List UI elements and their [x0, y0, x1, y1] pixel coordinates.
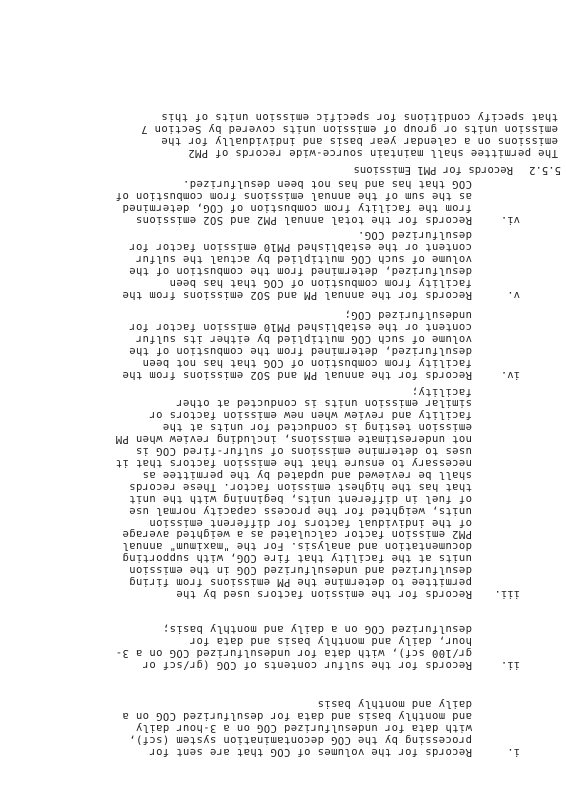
item-line: Records for the volumes of COG that are sent for [149, 746, 472, 758]
item-line: Records for the annual PM and SO2 emissions from the [122, 289, 472, 301]
paragraph-line: emission units or group of emission units covered by Section 7 [140, 123, 558, 136]
item-line: with data for undesulfurized COG on a 3-hour daily [135, 722, 472, 735]
item-line: PM2 emission factor calculated as a weighted average [122, 528, 472, 541]
item-line: desulfurized, determined from the combustion of the [128, 345, 472, 358]
item-line: of fuel in different units, beginning with the unit [128, 492, 472, 505]
item-line: necessary to ensure that the emission factors that it [115, 457, 472, 470]
item-line: facility from combustion of COG that has not been [142, 357, 472, 370]
item-line: daily and monthly basis [317, 698, 472, 711]
item-line: units, weighted for the process capacity normal use [128, 504, 472, 517]
item-line: of the individual factors for different emission [149, 516, 472, 529]
item-line: undesulfurized COG; [344, 309, 472, 322]
item-text [115, 622, 472, 670]
item-line: facility; [411, 385, 472, 398]
paragraph-line: that specify conditions for specific emission units of this [161, 111, 558, 124]
item-text [122, 229, 472, 300]
item-label: vi. [500, 214, 520, 226]
item-text [122, 697, 472, 757]
item-text [122, 309, 472, 380]
item-line: not underestimate emissions, including review when PM [115, 433, 472, 446]
item-line: Records for the annual PM and SO2 emissions from the [122, 369, 472, 381]
item-line: content or the established PM10 emission factor for [128, 321, 472, 334]
item-label: iii. [494, 588, 520, 600]
item-line: volume of such COG multiplied by either its sulfur [135, 333, 472, 346]
item-line: processing by the COG decontamination system (scf), [128, 734, 472, 747]
item-line: facility from combustion of COG that has been [169, 277, 472, 290]
item-text [115, 385, 472, 599]
item-line: content or the established PM10 emission factor for [128, 241, 472, 254]
item-line: uses to determine emissions of sulfur-fired COG is [135, 445, 472, 458]
item-line: hour, daily and monthly basis and data for [189, 635, 472, 648]
item-label: iv. [500, 369, 520, 381]
section-title: Records for PM1 Emissions [353, 164, 513, 176]
item-line: desulfurized COG. [357, 229, 472, 242]
item-line: desulfurized and undesulfurized COG in the emission [128, 564, 472, 577]
item-line: Records for the total annual PM2 and SO2 emissions [135, 214, 472, 226]
item-line: permittee to determine the PM emissions from firing [128, 576, 472, 589]
item-line: Records for the emission factors used by the [175, 588, 472, 600]
item-line: units at the facility that fire COG, with supporting [122, 552, 472, 565]
item-line: Records for the sulfur contents of COG (gr/scf or [142, 659, 472, 671]
item-label: i. [507, 746, 520, 758]
section-number: 5.5.2 [529, 164, 561, 176]
item-line: similar emission units is conducted at other [175, 397, 472, 410]
item-line: gr/100 scf), with data for undesulfurized COG on a 3- [115, 647, 472, 660]
item-line: that has the highest emission factor. These records [128, 480, 472, 493]
section-heading [61, 161, 561, 175]
item-line: COG that has and has not been desulfurized. [182, 178, 472, 191]
item-label: ii. [500, 659, 520, 671]
item-line: facility and review when new emission factors or [149, 409, 472, 422]
item-line: from the facility from combustion of COG, determined [122, 202, 472, 215]
item-line: as the sum of the annual emissions from combustion of [115, 190, 472, 203]
item-line: shall be reviewed and updated by the permittee as [142, 468, 472, 481]
item-line: volume of such COG multiplied by actual the sulfur [135, 253, 472, 266]
paragraph-line: The permittee shall maintain source-wide records of PM2 [187, 147, 558, 159]
item-line: documentation and analysis. For the "maximum" annual [122, 540, 472, 553]
item-line: emission testing is conducted for units at the [162, 421, 472, 434]
item-line: desulfurized COG on a daily and monthly basis; [162, 623, 472, 636]
item-label: v. [507, 289, 520, 301]
intro-paragraph [141, 110, 558, 158]
paragraph-line: emissions on a calendar year basis and individually for the [161, 135, 558, 148]
item-line: and monthly basis and data for desulfurized COG on a [122, 710, 472, 723]
item-line: desulfurized, determined from the combustion of the [128, 265, 472, 278]
item-text [115, 177, 472, 225]
